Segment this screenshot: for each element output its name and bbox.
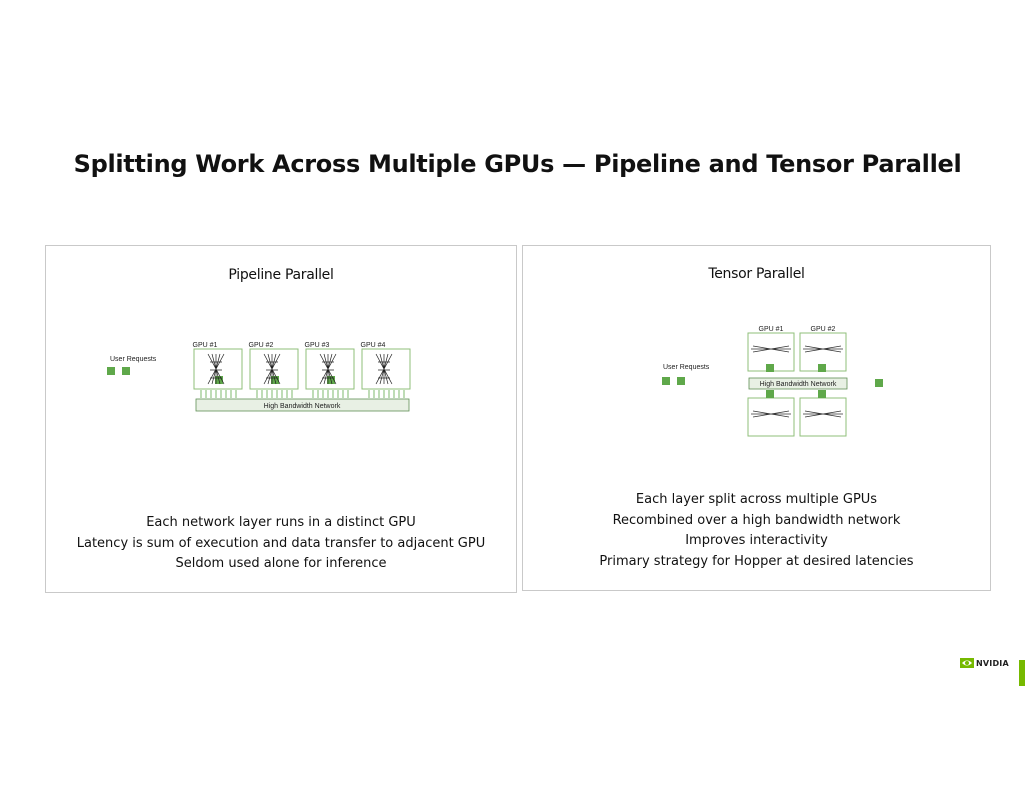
tensor-diagram — [653, 321, 893, 441]
nvidia-logo-text: NVIDIA — [976, 658, 1009, 668]
gpu-label: GPU #4 — [360, 342, 386, 349]
user-request-block — [677, 377, 685, 385]
bullet-text: Primary strategy for Hopper at desired latencies — [599, 553, 914, 569]
pipeline-user-requests-label: User Requests — [110, 356, 157, 363]
gpu-label: GPU #2 — [248, 342, 274, 349]
gpu-label: GPU #1 — [192, 342, 218, 349]
nvidia-logo — [960, 658, 1009, 668]
pipeline-diagram — [96, 336, 426, 416]
tensor-parallel-panel — [522, 245, 991, 591]
bullet-text: Seldom used alone for inference — [175, 556, 387, 571]
bullet-text: Each layer split across multiple GPUs — [635, 492, 878, 507]
bullet-text: Recombined over a high bandwidth network — [612, 512, 901, 528]
gpu-box-bottom-right — [800, 390, 846, 436]
pipeline-panel-title: Pipeline Parallel — [228, 267, 334, 283]
pipeline-bullets — [46, 513, 516, 575]
gpu-box-bottom-left — [748, 390, 794, 436]
network-label: High Bandwidth Network — [263, 403, 341, 410]
interconnect-arrows — [201, 390, 404, 398]
pipeline-parallel-panel — [45, 245, 517, 593]
slide-title: Splitting Work Across Multiple GPUs — Pipeline and Tensor Parallel — [73, 150, 962, 178]
tensor-user-requests-label: User Requests — [663, 364, 710, 371]
nvidia-eye-icon — [960, 658, 974, 668]
gpu-label: GPU #3 — [304, 342, 330, 349]
user-request-block — [122, 367, 130, 375]
network-label: High Bandwidth Network — [759, 381, 837, 388]
user-request-block — [662, 377, 670, 385]
output-block — [875, 379, 883, 387]
accent-bar — [1019, 660, 1025, 686]
tensor-panel-title: Tensor Parallel — [708, 266, 805, 282]
gpu-label: GPU #1 — [758, 326, 784, 333]
bullet-text: Each network layer runs in a distinct GPU — [146, 515, 416, 530]
bullet-text: Improves interactivity — [685, 533, 828, 548]
user-request-block — [107, 367, 115, 375]
gpu-box-top-left — [748, 333, 794, 372]
tensor-bullets — [523, 490, 990, 572]
gpu-label: GPU #2 — [810, 326, 836, 333]
gpu-box-top-right — [800, 333, 846, 372]
bullet-text: Latency is sum of execution and data transfer to adjacent GPU — [76, 535, 486, 551]
